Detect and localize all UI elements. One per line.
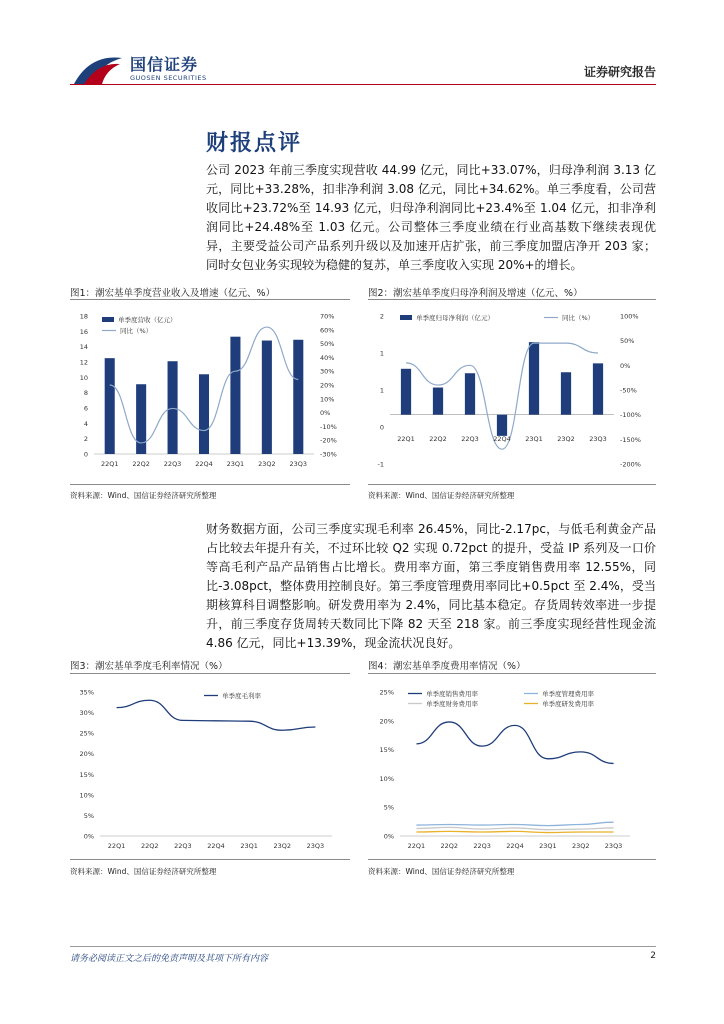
legend-label-0: 单季度销售费用率 <box>426 690 478 698</box>
right-axis-tick-label: -200% <box>620 460 641 469</box>
page-number: 2 <box>650 951 656 961</box>
left-axis-tick-label: 16 <box>79 327 88 336</box>
right-axis-tick-label: 60% <box>320 326 335 335</box>
legend-label-0: 单季度毛利率 <box>222 692 261 700</box>
left-axis-tick-label: 4 <box>83 419 88 428</box>
series-line-1 <box>416 822 613 825</box>
fig4-bottom-rule <box>368 859 656 860</box>
y-axis-tick-label: 35% <box>79 688 94 697</box>
x-axis-tick-label: 22Q3 <box>174 842 192 850</box>
y-axis-tick-label: 5% <box>83 811 94 820</box>
right-axis-tick-label: 20% <box>320 381 335 390</box>
legend-line-label: 同比（%） <box>562 314 595 322</box>
y-axis-tick-label: 10% <box>79 791 94 800</box>
y-axis-tick-label: 25% <box>79 729 94 738</box>
legend-label-3: 单季度研发费用率 <box>542 700 594 708</box>
right-axis-tick-label: -20% <box>320 436 337 445</box>
fig4-title: 图4：潮宏基单季度费用率情况（%） <box>368 661 526 672</box>
y-axis-tick-label: 10% <box>379 774 394 783</box>
x-axis-tick-label: 23Q3 <box>589 435 607 443</box>
bar-22Q2 <box>433 388 443 415</box>
x-axis-tick-label: 23Q1 <box>525 435 543 443</box>
bar-23Q3 <box>593 363 603 414</box>
fig2-source: 资料来源：Wind、国信证券经济研究所整理 <box>368 491 515 500</box>
bar-23Q2 <box>561 372 571 414</box>
series-line-2 <box>416 827 613 829</box>
left-axis-tick-label: 0 <box>83 450 88 459</box>
right-axis-tick-label: 0% <box>620 361 631 370</box>
fig3-top-rule <box>70 673 350 674</box>
left-axis-tick-label: 6 <box>83 404 88 413</box>
y-axis-tick-label: 20% <box>379 717 394 726</box>
bar-22Q3 <box>168 361 178 454</box>
fig1-bottom-rule <box>70 484 350 485</box>
fig4-source: 资料来源：Wind、国信证券经济研究所整理 <box>368 867 515 876</box>
left-axis-tick-label: 12 <box>79 358 88 367</box>
bar-22Q1 <box>105 358 115 454</box>
footer-disclaimer: 请务必阅读正文之后的免责声明及其项下所有内容 <box>70 954 269 964</box>
x-axis-tick-label: 22Q1 <box>407 842 426 850</box>
bar-22Q4 <box>199 374 209 454</box>
fig3-source: 资料来源：Wind、国信证券经济研究所整理 <box>70 867 217 876</box>
x-axis-tick-label: 23Q3 <box>306 842 325 850</box>
bar-23Q1 <box>529 342 539 415</box>
right-axis-tick-label: 100% <box>620 312 639 321</box>
fig1-title: 图1：潮宏基单季度营业收入及增速（亿元、%） <box>70 288 276 299</box>
bar-23Q2 <box>262 341 272 454</box>
bar-23Q3 <box>293 340 303 454</box>
x-axis-tick-label: 23Q1 <box>240 842 258 850</box>
left-axis-tick-label: 10 <box>79 373 88 382</box>
right-axis-tick-label: 0% <box>320 409 331 418</box>
legend-bar-swatch <box>102 317 114 322</box>
fig2-title: 图2：潮宏基单季度归母净利润及增速（亿元、%） <box>368 288 583 299</box>
x-axis-tick-label: 22Q4 <box>506 842 524 850</box>
y-axis-tick-label: 20% <box>79 750 94 759</box>
right-axis-tick-label: 10% <box>320 395 335 404</box>
header-divider <box>70 84 656 85</box>
x-axis-tick-label: 23Q2 <box>273 842 292 850</box>
x-axis-tick-label: 23Q2 <box>571 842 590 850</box>
x-axis-tick-label: 22Q2 <box>440 842 459 850</box>
x-axis-tick-label: 22Q1 <box>107 842 126 850</box>
fig2-chart <box>368 304 656 480</box>
logo-en-text: GUOSEN SECURITIES <box>130 74 207 82</box>
fig2-top-rule <box>368 299 656 300</box>
left-axis-tick-label: 2 <box>83 435 88 444</box>
x-axis-tick-label: 22Q2 <box>132 460 150 468</box>
y-axis-tick-label: 0% <box>83 832 94 841</box>
x-axis-tick-label: 22Q4 <box>493 435 511 443</box>
x-axis-tick-label: 23Q3 <box>604 842 623 850</box>
left-axis-tick-label: 14 <box>79 343 88 352</box>
left-axis-tick-label: 1 <box>379 386 384 395</box>
paragraph-1: 公司 2023 年前三季度实现营收 44.99 亿元，同比+33.07%，归母净利润 3.13 亿元，同比+33.28%，扣非净利润 3.08 亿元，同比+34.62%。单三季度看，公司营收同比+23.72%至 14.93 亿元，归母净利润同比+23.4%至 1.04 亿元，扣非净利润同比+24.48%至 1.03 亿元。公司整体三季度业绩在行业高基数下继续表现优异，主要受益公司产品系列升级以及加速开店扩张，前三季度加盟店净开 203 家；同时女包业务实现较为稳健的复苏，单三季度收入实现 20%+的增长。 <box>206 163 656 272</box>
legend-line-label: 同比（%） <box>120 327 153 335</box>
bar-23Q1 <box>230 337 240 454</box>
y-axis-tick-label: 15% <box>79 770 94 779</box>
x-axis-tick-label: 23Q2 <box>258 460 276 468</box>
bar-22Q3 <box>465 373 475 414</box>
left-axis-tick-label: -1 <box>377 460 384 469</box>
legend-label-2: 单季度财务费用率 <box>426 700 478 708</box>
x-axis-tick-label: 22Q3 <box>163 460 182 468</box>
legend-bar-swatch <box>400 315 412 320</box>
x-axis-tick-label: 23Q1 <box>226 460 245 468</box>
left-axis-tick-label: 2 <box>379 312 384 321</box>
right-axis-tick-label: -100% <box>620 411 641 420</box>
report-type-label: 证券研究报告 <box>583 65 656 79</box>
right-axis-tick-label: 50% <box>620 337 635 346</box>
paragraph-2: 财务数据方面，公司三季度实现毛利率 26.45%，同比-2.17pc，与低毛利黄金产品占比较去年提升有关，不过环比较 Q2 实现 0.72pct 的提升，受益 IP 系列及一口价等高毛利产品产品销售占比增长。费用率方面，第三季度销售费用率 12.55%，同比-3.08pct，整体费用控制良好。第三季度管理费用率同比+0.5pct 至 2.4%，受当期核算科目调整影响。研发费用率为 2.4%，同比基本稳定。存货周转效率进一步提升，前三季度存货周转天数同比下降 82 天至 218 家。前三季度实现经营性现金流 4.86 亿元，同比+13.39%，现金流状况良好。 <box>206 522 656 650</box>
right-axis-tick-label: -30% <box>320 450 337 459</box>
legend-label-1: 单季度管理费用率 <box>542 690 594 698</box>
left-axis-tick-label: 1 <box>379 349 384 358</box>
x-axis-tick-label: 22Q2 <box>140 842 159 850</box>
fig1-top-rule <box>70 299 350 300</box>
fig3-bottom-rule <box>70 859 350 860</box>
bar-22Q1 <box>401 369 411 415</box>
right-axis-tick-label: 70% <box>320 312 335 321</box>
x-axis-tick-label: 22Q3 <box>461 435 479 443</box>
series-line-0 <box>117 700 316 730</box>
section-title: 财报点评 <box>206 131 303 156</box>
y-axis-tick-label: 0% <box>383 832 394 841</box>
left-axis-tick-label: 8 <box>83 389 88 398</box>
x-axis-tick-label: 23Q3 <box>289 460 308 468</box>
right-axis-tick-label: 30% <box>320 367 335 376</box>
right-axis-tick-label: 40% <box>320 353 335 362</box>
guosen-logo-mark-icon <box>70 52 126 88</box>
x-axis-tick-label: 23Q2 <box>557 435 575 443</box>
logo-cn-text: 国信证券 <box>130 55 199 74</box>
fig3-title: 图3：潮宏基单季度毛利率情况（%） <box>70 661 228 672</box>
right-axis-tick-label: -50% <box>620 386 637 395</box>
x-axis-tick-label: 23Q1 <box>539 842 557 850</box>
y-axis-tick-label: 5% <box>383 803 394 812</box>
x-axis-tick-label: 22Q4 <box>195 460 213 468</box>
right-axis-tick-label: -10% <box>320 422 337 431</box>
y-axis-tick-label: 15% <box>379 746 394 755</box>
x-axis-tick-label: 22Q1 <box>397 435 415 443</box>
bar-22Q4 <box>497 415 507 436</box>
legend-bar-label: 单季度营收（亿元） <box>118 316 177 324</box>
fig1-chart <box>70 304 350 480</box>
y-axis-tick-label: 25% <box>379 688 394 697</box>
right-axis-tick-label: -150% <box>620 435 641 444</box>
x-axis-tick-label: 22Q1 <box>100 460 119 468</box>
x-axis-tick-label: 22Q4 <box>207 842 225 850</box>
left-axis-tick-label: 18 <box>79 312 88 321</box>
x-axis-tick-label: 22Q3 <box>473 842 491 850</box>
y-axis-tick-label: 30% <box>79 709 94 718</box>
fig1-source: 资料来源：Wind、国信证券经济研究所整理 <box>70 491 217 500</box>
fig2-bottom-rule <box>368 484 656 485</box>
legend-bar-label: 单季度归母净利润（亿元） <box>416 314 494 322</box>
fig4-top-rule <box>368 673 656 674</box>
fig4-chart <box>368 680 656 856</box>
x-axis-tick-label: 22Q2 <box>429 435 447 443</box>
series-line-3 <box>416 831 613 832</box>
fig3-chart <box>70 680 350 856</box>
footer-divider <box>70 946 656 947</box>
right-axis-tick-label: 50% <box>320 340 335 349</box>
series-line-0 <box>416 722 613 763</box>
left-axis-tick-label: 0 <box>379 423 384 432</box>
